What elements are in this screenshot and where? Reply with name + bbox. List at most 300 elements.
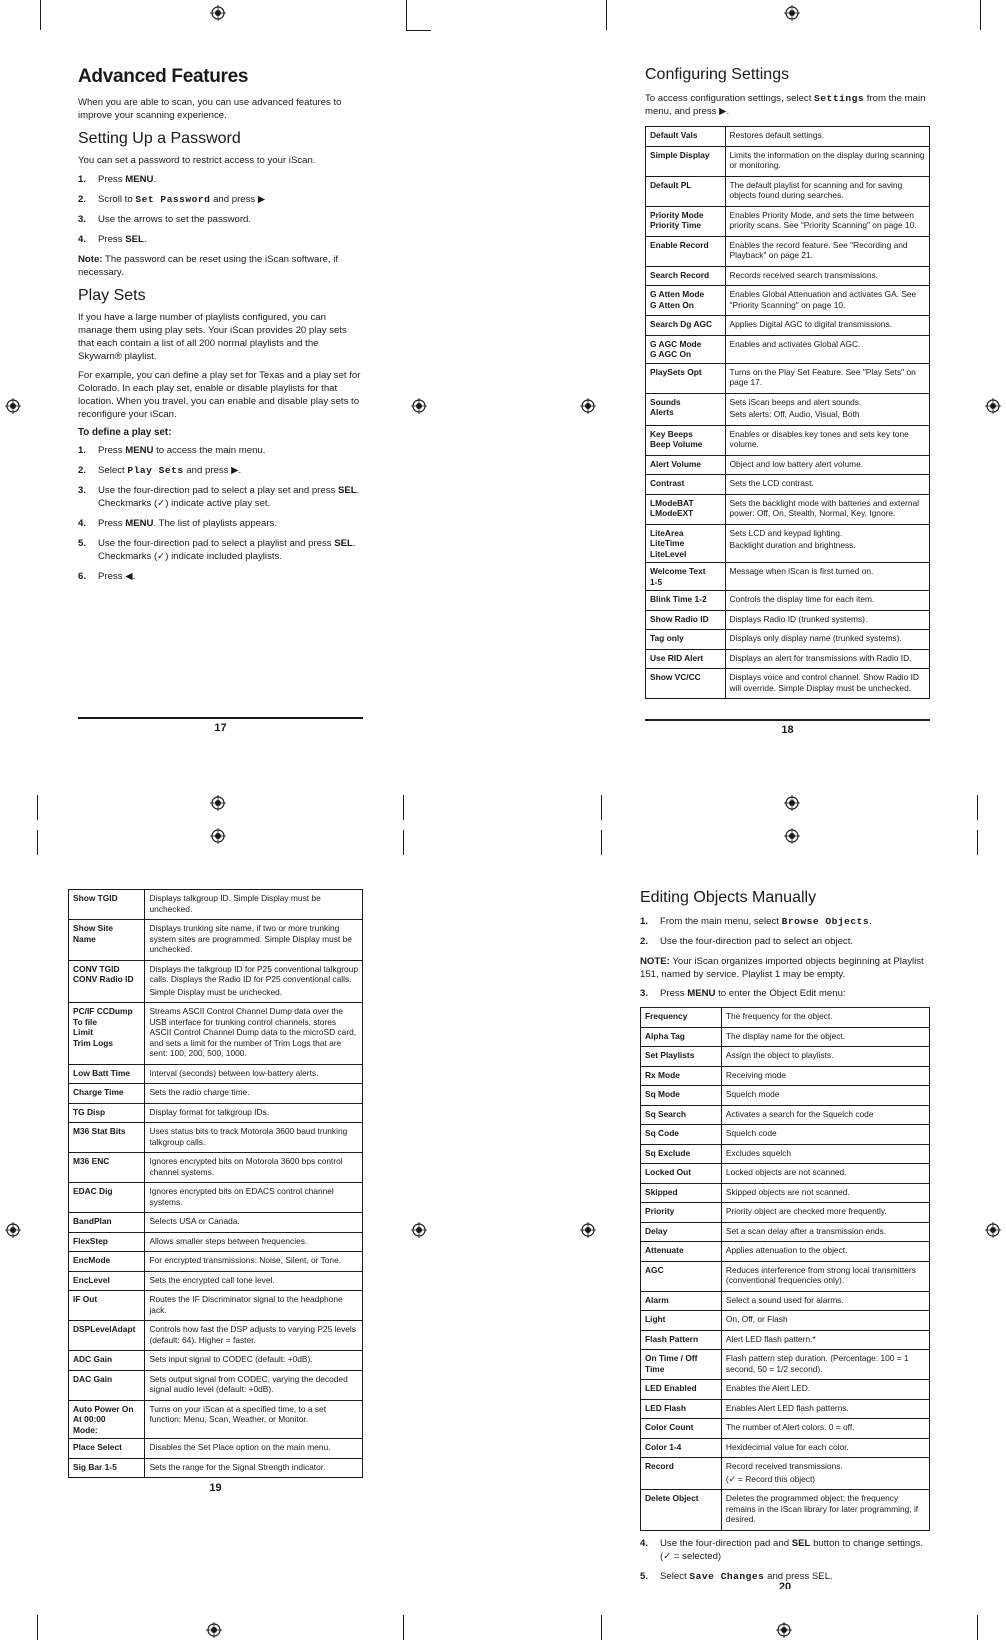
- setting-description: [725, 524, 929, 563]
- setting-description: [725, 363, 929, 393]
- setting-name: [69, 1252, 145, 1272]
- step-text-after: .: [869, 916, 872, 927]
- setting-description-line: Deletes the programmed object; the frequency remains in the iScan library for later programming, if desired.: [725, 1493, 919, 1524]
- setting-name-line: CONV Radio ID: [73, 974, 134, 984]
- setting-description-line: Sets the radio charge time.: [149, 1087, 250, 1097]
- setting-description: [725, 591, 929, 611]
- table-row: [69, 1458, 363, 1478]
- setting-name-line: CONV TGID: [73, 963, 120, 974]
- setting-name: [641, 1380, 722, 1400]
- crop-mark: [601, 1615, 602, 1640]
- setting-name-line: Flash Pattern: [645, 1333, 699, 1344]
- setting-name: [646, 335, 726, 363]
- setting-name-line: Priority Mode: [650, 209, 704, 220]
- setting-description-line: Sets alerts: Off, Audio, Visual, Both: [729, 409, 860, 419]
- table-row: [641, 1222, 930, 1242]
- setting-description-line: Display format for talkgroup IDs.: [149, 1106, 270, 1117]
- registration-mark-icon: [206, 1622, 222, 1638]
- setting-name-line: Blink Time 1-2: [650, 594, 707, 604]
- step-item: [78, 193, 363, 206]
- password-heading: Setting Up a Password: [78, 130, 241, 147]
- setting-name: [69, 1439, 145, 1459]
- setting-name-line: Color 1-4: [645, 1441, 682, 1452]
- setting-description: [725, 475, 929, 495]
- crop-mark: [601, 830, 602, 855]
- setting-description-line: Routes the IF Discriminator signal to the headphone jack.: [149, 1294, 343, 1315]
- setting-description: [145, 1153, 363, 1183]
- setting-name: [641, 1203, 722, 1223]
- setting-name-line: FlexStep: [73, 1235, 108, 1246]
- setting-name-line: Simple Display: [650, 149, 710, 160]
- table-row: [69, 1232, 363, 1252]
- step-text-after: . The list of playlists appears.: [153, 518, 277, 529]
- setting-name-line: M36 Stat Bits: [73, 1126, 126, 1136]
- setting-description-line: Enables and activates Global AGC.: [729, 338, 861, 349]
- table-row: [69, 1183, 363, 1213]
- setting-name-line: Key Beeps: [650, 428, 693, 439]
- step-item: [78, 517, 363, 530]
- table-row: [69, 1291, 363, 1321]
- setting-description-line: Locked objects are not scanned.: [725, 1167, 847, 1177]
- setting-description: [145, 1252, 363, 1272]
- setting-name: [69, 1370, 145, 1400]
- setting-name-line: Sq Code: [645, 1128, 679, 1138]
- page-number: 19: [209, 1482, 222, 1494]
- setting-description: [145, 1400, 363, 1439]
- setting-description-line: The frequency for the object.: [725, 1011, 833, 1021]
- step-number: 3.: [78, 485, 87, 496]
- setting-name-line: Contrast: [650, 478, 685, 488]
- step-text-after: .: [153, 174, 157, 185]
- playsets-steps: [78, 444, 363, 583]
- setting-name-line: DAC Gain: [73, 1373, 113, 1384]
- setting-description: [725, 455, 929, 475]
- table-row: [69, 1400, 363, 1439]
- table-row: [646, 266, 930, 286]
- setting-name: [641, 1047, 722, 1067]
- setting-name: [69, 1153, 145, 1183]
- crop-mark: [406, 30, 431, 31]
- setting-name: [646, 236, 726, 266]
- setting-description: [145, 1321, 363, 1351]
- setting-name: [641, 1458, 722, 1490]
- setting-description: [145, 1291, 363, 1321]
- setting-name-line: Sq Mode: [645, 1089, 680, 1099]
- setting-name: [646, 455, 726, 475]
- setting-name: [641, 1105, 722, 1125]
- setting-name-line: Show TGID: [73, 893, 118, 903]
- setting-description: [721, 1330, 929, 1350]
- setting-description-line: Controls how fast the DSP adjusts to varying P25 levels (default: 64). Higher = faster.: [149, 1324, 356, 1345]
- setting-name-line: Alpha Tag: [645, 1030, 685, 1041]
- registration-mark-icon: [784, 5, 800, 21]
- table-row: [641, 1438, 930, 1458]
- registration-mark-icon: [985, 1222, 1001, 1238]
- setting-description: [721, 1164, 929, 1184]
- setting-name-line: LiteTime: [650, 538, 685, 548]
- setting-description: [721, 1066, 929, 1086]
- registration-mark-icon: [580, 398, 596, 414]
- step-number: 5.: [78, 538, 87, 549]
- intro-paragraph: [645, 92, 930, 118]
- setting-description: [725, 206, 929, 236]
- step-item: [78, 464, 363, 477]
- setting-name-line: Record: [645, 1461, 674, 1471]
- setting-name: [646, 393, 726, 425]
- table-row: [646, 591, 930, 611]
- step-bold: SEL: [337, 485, 357, 496]
- setting-description: [145, 1370, 363, 1400]
- crop-mark: [406, 0, 407, 30]
- setting-description-line: Restores default settings.: [729, 130, 825, 140]
- setting-name-line: Default PL: [650, 179, 692, 190]
- setting-description-line: Ignores encrypted bits on EDACS control channel systems.: [149, 1186, 334, 1207]
- setting-name: [646, 524, 726, 563]
- registration-mark-icon: [210, 828, 226, 844]
- footer-rule: [78, 717, 363, 719]
- setting-name-line: Search Dg AGC: [650, 319, 713, 329]
- setting-description-line: Receiving mode: [725, 1069, 786, 1080]
- step-item: [78, 173, 363, 186]
- registration-mark-icon: [985, 398, 1001, 414]
- table-row: [641, 1027, 930, 1047]
- setting-description-line: Simple Display must be unchecked.: [149, 986, 283, 997]
- setting-name-line: Priority: [645, 1206, 675, 1216]
- table-row: [641, 1291, 930, 1311]
- step-bold: SEL: [334, 538, 353, 549]
- setting-description-line: Displays Radio ID (trunked systems).: [729, 613, 868, 624]
- setting-description: [145, 960, 363, 1003]
- setting-name-line: Delete Object: [645, 1493, 699, 1503]
- setting-description: [145, 1439, 363, 1459]
- setting-description-line: Disables the Set Place option on the main menu.: [149, 1442, 331, 1452]
- step-text: Select: [98, 465, 128, 476]
- setting-name: [641, 1399, 722, 1419]
- setting-description-line: Sets input signal to CODEC (default: +0dB).: [149, 1354, 313, 1364]
- setting-name-line: Enable Record: [650, 239, 709, 250]
- edit-step-4: [640, 1537, 930, 1563]
- setting-name-line: To file: [73, 1016, 98, 1027]
- step-item: [78, 484, 363, 510]
- setting-name-line: Color Count: [645, 1422, 694, 1432]
- setting-description-line: Applies attenuation to the object.: [725, 1245, 848, 1255]
- setting-description: [721, 1144, 929, 1164]
- table-row: [641, 1008, 930, 1028]
- setting-description: [721, 1105, 929, 1125]
- intro-pre: To access configuration settings, select: [645, 93, 815, 104]
- page-18: [645, 66, 930, 786]
- setting-name-line: LED Flash: [645, 1402, 686, 1413]
- step-text: Use the four-direction pad to select an object.: [660, 936, 854, 947]
- step-item: [78, 537, 363, 563]
- setting-description-line: Displays only display name (trunked systems).: [729, 633, 902, 643]
- setting-name-line: Show Radio ID: [650, 613, 709, 624]
- setting-name-line: Sounds: [650, 396, 681, 407]
- setting-name: [641, 1261, 722, 1291]
- setting-name-line: PC/IF CCDump: [73, 1006, 133, 1016]
- page-number: 17: [214, 722, 227, 734]
- step-item: [640, 1537, 930, 1563]
- setting-name-line: Default Vals: [650, 130, 698, 140]
- setting-name: [641, 1350, 722, 1380]
- table-row: [646, 393, 930, 425]
- setting-description-line: Displays trunking site name, if two or more trunking system sites are programmed. Simple Display must be unchecked.: [149, 923, 352, 954]
- table-row: [641, 1086, 930, 1106]
- setting-description-line: The number of Alert colors. 0 = off.: [725, 1422, 855, 1432]
- password-note: [78, 253, 363, 279]
- setting-description-line: Displays talkgroup ID. Simple Display must be unchecked.: [149, 893, 321, 914]
- step-text-after: button to change settings. (✓ = selected): [660, 1537, 923, 1562]
- setting-name-line: Show VC/CC: [650, 672, 701, 682]
- step-text: Use the arrows to set the password.: [98, 214, 252, 225]
- intro-post: from the main menu, and press ▶.: [645, 93, 926, 117]
- setting-name-line: Frequency: [645, 1011, 688, 1021]
- setting-name-line: Low Batt Time: [73, 1067, 131, 1078]
- setting-description-line: Activates a search for the Squelch code: [725, 1108, 874, 1119]
- step-item: [78, 233, 363, 246]
- setting-name: [646, 206, 726, 236]
- crop-mark: [37, 795, 38, 820]
- table-row: [646, 206, 930, 236]
- table-row: [646, 455, 930, 475]
- step-text-after: . Checkmarks (✓) indicate included playlists.: [98, 538, 356, 562]
- setting-name-line: EncMode: [73, 1255, 111, 1265]
- setting-description: [721, 1222, 929, 1242]
- setting-description-line: Excludes squelch: [725, 1147, 792, 1158]
- step-bold: SEL: [125, 234, 144, 245]
- setting-name: [646, 363, 726, 393]
- setting-description: [145, 920, 363, 961]
- setting-description-line: Enables Global Attenuation and activates GA. See "Priority Scanning" on page 10.: [729, 289, 917, 310]
- setting-description-line: Enables Alert LED flash patterns.: [725, 1402, 849, 1413]
- table-row: [646, 630, 930, 650]
- edit-note: [640, 955, 930, 981]
- setting-name-line: Search Record: [650, 269, 710, 280]
- setting-description: [721, 1008, 929, 1028]
- setting-name: [646, 669, 726, 699]
- setting-name-line: Locked Out: [645, 1167, 692, 1177]
- step-bold: MENU: [125, 518, 154, 529]
- setting-name-line: Time: [645, 1363, 665, 1374]
- setting-name: [69, 1458, 145, 1478]
- step-text: Scroll to: [98, 194, 136, 205]
- setting-description-line: Displays an alert for transmissions with Radio ID.: [729, 652, 912, 663]
- setting-name-line: Sig Bar 1-5: [73, 1461, 117, 1472]
- table-row: [646, 363, 930, 393]
- setting-name-line: Attenuate: [645, 1245, 684, 1255]
- setting-name: [69, 960, 145, 1003]
- table-row: [641, 1164, 930, 1184]
- table-row: [646, 146, 930, 176]
- setting-description-line: For encrypted transmissions: Noise, Silent, or Tone.: [149, 1255, 342, 1265]
- setting-description-line: Object and low battery alert volume.: [729, 458, 864, 469]
- setting-name-line: LiteLevel: [650, 548, 687, 559]
- setting-description: [725, 669, 929, 699]
- setting-description-line: Applies Digital AGC to digital transmissions.: [729, 319, 892, 329]
- table-row: [641, 1490, 930, 1531]
- password-steps: [78, 173, 363, 246]
- setting-name-line: BandPlan: [73, 1216, 112, 1226]
- setting-description-line: Displays voice and control channel. Show Radio ID will override. Simple Display must be unchecked.: [729, 672, 919, 693]
- setting-description: [721, 1311, 929, 1331]
- setting-description: [725, 286, 929, 316]
- setting-description: [145, 1458, 363, 1478]
- setting-description-line: Ignores encrypted bits on Motorola 3600 bps control channel systems.: [149, 1156, 343, 1177]
- setting-name: [69, 1123, 145, 1153]
- setting-description: [725, 563, 929, 591]
- registration-mark-icon: [411, 398, 427, 414]
- table-row: [641, 1047, 930, 1067]
- setting-description: [725, 649, 929, 669]
- crop-mark: [977, 830, 978, 855]
- setting-description-line: Reduces interference from strong local transmitters (conventional frequencies only).: [725, 1264, 916, 1285]
- step-number: 1.: [640, 916, 649, 927]
- crop-mark: [37, 1615, 38, 1640]
- setting-name: [646, 425, 726, 455]
- step-item: [640, 987, 930, 1000]
- setting-description-line: Turns on your iScan at a specified time, to a set function: Menu, Scan, Weather, or Monitor.: [149, 1403, 327, 1424]
- setting-description-line: The default playlist for scanning and for saving objects found during searches.: [729, 179, 903, 200]
- setting-name: [69, 1064, 145, 1084]
- setting-description: [721, 1027, 929, 1047]
- password-lead: You can set a password to restrict access to your iScan.: [78, 155, 316, 166]
- setting-name-line: Alert Volume: [650, 458, 702, 469]
- setting-description-line: Alert LED flash pattern.*: [725, 1333, 816, 1344]
- setting-description: [145, 1003, 363, 1065]
- table-row: [69, 1439, 363, 1459]
- setting-name: [641, 1222, 722, 1242]
- setting-name-line: 1-5: [650, 576, 663, 587]
- setting-description: [725, 630, 929, 650]
- table-row: [646, 425, 930, 455]
- table-row: [69, 1103, 363, 1123]
- note-label: NOTE:: [640, 956, 670, 967]
- step-text-after: to access the main menu.: [153, 445, 266, 456]
- table-row: [69, 1351, 363, 1371]
- table-row: [641, 1203, 930, 1223]
- setting-name-line: Alerts: [650, 407, 674, 417]
- step-number: 4.: [78, 234, 87, 245]
- setting-name: [646, 286, 726, 316]
- step-text-after: and press ▶.: [183, 465, 242, 476]
- table-row: [641, 1350, 930, 1380]
- setting-description: [721, 1438, 929, 1458]
- setting-name-line: LModeBAT: [650, 497, 694, 508]
- setting-description-line: Interval (seconds) between low-battery alerts.: [149, 1067, 319, 1078]
- table-row: [641, 1105, 930, 1125]
- setting-description: [145, 1084, 363, 1104]
- setting-name-line: G Atten On: [650, 299, 694, 310]
- table-row: [69, 1064, 363, 1084]
- setting-name-line: Rx Mode: [645, 1069, 680, 1080]
- step-number: 6.: [78, 571, 87, 582]
- setting-name: [646, 610, 726, 630]
- table-row: [69, 1271, 363, 1291]
- setting-description-line: Sets the range for the Signal Strength indicator.: [149, 1461, 326, 1472]
- setting-description: [725, 146, 929, 176]
- settings-table-continued: [68, 889, 363, 1478]
- setting-description-line: Message when iScan is first turned on.: [729, 566, 874, 576]
- setting-description-line: Squelch code: [725, 1128, 777, 1138]
- crop-mark: [40, 0, 41, 30]
- setting-name-line: M36 ENC: [73, 1156, 110, 1166]
- setting-description-line: Skipped objects are not scanned.: [725, 1186, 850, 1197]
- setting-name-line: Tag only: [650, 633, 684, 643]
- setting-description: [725, 176, 929, 206]
- registration-mark-icon: [784, 828, 800, 844]
- setting-name-line: LED Enabled: [645, 1383, 697, 1393]
- object-edit-table: [640, 1007, 930, 1531]
- setting-description: [721, 1380, 929, 1400]
- setting-name: [69, 1321, 145, 1351]
- setting-description: [145, 1123, 363, 1153]
- footer-rule: [645, 719, 930, 721]
- crop-mark: [403, 830, 404, 855]
- table-row: [641, 1399, 930, 1419]
- setting-name: [69, 1084, 145, 1104]
- setting-name-line: IF Out: [73, 1294, 98, 1304]
- step-text: Press: [98, 518, 126, 529]
- table-row: [646, 286, 930, 316]
- table-row: [646, 494, 930, 524]
- setting-name-line: Trim Logs: [73, 1037, 114, 1048]
- step-bold: MENU: [687, 988, 716, 999]
- step-text-after: . Checkmarks (✓) indicate active play set.: [98, 485, 360, 509]
- step-text-after: .: [143, 234, 147, 245]
- setting-description: [145, 1351, 363, 1371]
- playsets-subhead: To define a play set:: [78, 427, 172, 438]
- registration-mark-icon: [411, 1222, 427, 1238]
- registration-mark-icon: [210, 5, 226, 21]
- setting-description: [721, 1399, 929, 1419]
- step-text-after: to enter the Object Edit menu:: [715, 988, 846, 999]
- table-row: [646, 524, 930, 563]
- table-row: [69, 1153, 363, 1183]
- table-row: [641, 1330, 930, 1350]
- crop-mark: [980, 0, 981, 30]
- setting-description: [721, 1242, 929, 1262]
- setting-name-line: PlaySets Opt: [650, 366, 702, 377]
- intro-paragraph: When you are able to scan, you can use advanced features to improve your scanning experience.: [78, 97, 342, 121]
- setting-description-line: Sets iScan beeps and alert sounds.: [729, 396, 862, 407]
- step-text: Press: [98, 445, 126, 456]
- step-menu-label: Play Sets: [127, 465, 184, 476]
- setting-name: [646, 475, 726, 495]
- table-row: [646, 316, 930, 336]
- setting-name: [646, 127, 726, 147]
- setting-name-line: Beep Volume: [650, 439, 703, 449]
- table-row: [646, 335, 930, 363]
- setting-name-line: Auto Power On: [73, 1403, 134, 1414]
- registration-mark-icon: [580, 1222, 596, 1238]
- setting-name: [641, 1291, 722, 1311]
- setting-name: [69, 1213, 145, 1233]
- table-row: [641, 1125, 930, 1145]
- crop-mark: [37, 830, 38, 855]
- step-number: 2.: [78, 194, 87, 205]
- setting-description: [721, 1203, 929, 1223]
- page-20: [640, 889, 930, 1589]
- setting-name-line: Alarm: [645, 1294, 669, 1305]
- setting-name-line: Light: [645, 1314, 666, 1324]
- table-row: [641, 1458, 930, 1490]
- setting-name: [69, 920, 145, 961]
- setting-name: [641, 1183, 722, 1203]
- setting-description-line: Squelch mode: [725, 1089, 780, 1099]
- setting-name: [69, 1103, 145, 1123]
- setting-name-line: AGC: [645, 1264, 664, 1275]
- setting-description: [145, 1103, 363, 1123]
